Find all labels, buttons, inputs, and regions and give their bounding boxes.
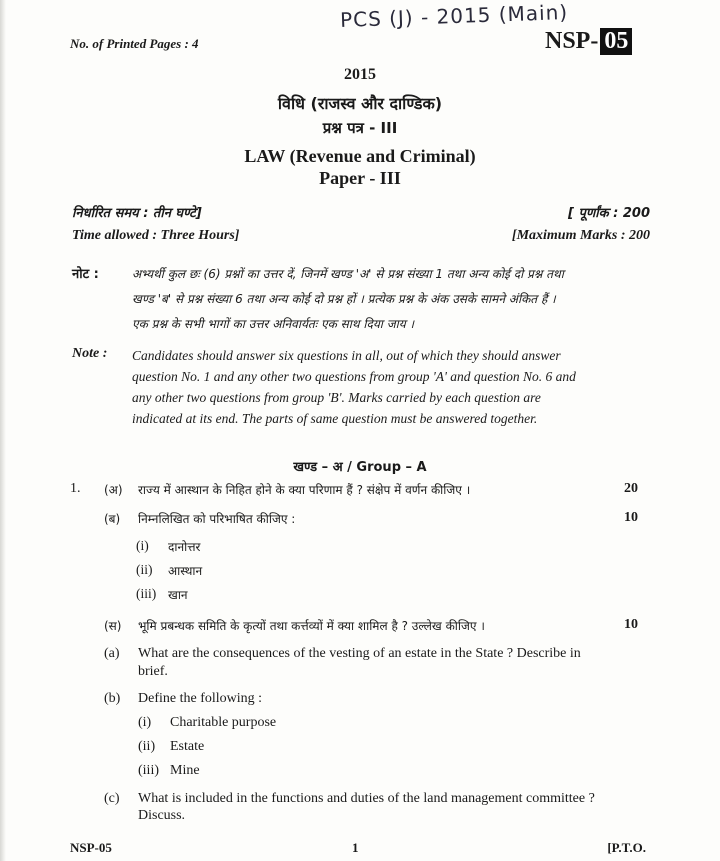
- sub-item-label: (i): [138, 715, 152, 730]
- footer-code: NSP-05: [70, 840, 112, 855]
- question-number: 1.: [70, 481, 81, 496]
- part-text: निम्नलिखित को परिभाषित कीजिए :: [138, 512, 296, 526]
- sub-item-text: खान: [168, 588, 188, 602]
- sub-item-label: (i): [136, 538, 149, 553]
- paper-code: [545, 28, 632, 55]
- note-english-line: any other two questions from group 'B'. Marks carried by each question are: [132, 390, 541, 405]
- paper-code-number: 05: [600, 28, 632, 55]
- part-text: What are the consequences of the vesting of an estate in the State ? Describe in: [138, 646, 581, 661]
- part-text-cont: brief.: [138, 664, 168, 679]
- part-text: Define the following :: [138, 691, 263, 706]
- part-text: राज्य में आस्थान के निहित होने के क्या परिणाम हैं ? संक्षेप में वर्णन कीजिए ।: [138, 483, 471, 497]
- marks-english: [Maximum Marks : 200: [511, 228, 650, 243]
- part-marks: 10: [624, 617, 638, 632]
- part-marks: 10: [624, 510, 638, 525]
- note-english-line: question No. 1 and any other two questions from group 'A' and question No. 6 and: [132, 369, 576, 384]
- handwritten-note: PCS (J) - 2015 (Main): [339, 0, 569, 32]
- part-label: (स): [104, 619, 122, 633]
- sub-item-label: (ii): [136, 562, 153, 577]
- part-text-cont: Discuss.: [138, 808, 186, 823]
- time-hindi: निर्धारित समय : तीन घण्टे]: [72, 206, 202, 221]
- note-hindi-line: खण्ड 'ब' से प्रश्न संख्या 6 तथा अन्य कोई दो प्रश्न हों । प्रत्येक प्रश्न के अंक उसके सामने अंकित हैं ।: [132, 292, 556, 306]
- sub-item-label: (iii): [136, 586, 157, 601]
- part-label: (a): [104, 646, 120, 661]
- sub-item-text: Estate: [170, 739, 205, 754]
- sub-item-text: आस्थान: [168, 564, 203, 578]
- page-number: 1: [352, 840, 359, 855]
- group-heading: खण्ड – अ / Group – A: [293, 460, 427, 475]
- time-english: Time allowed : Three Hours]: [72, 228, 240, 243]
- part-marks: 20: [624, 481, 638, 496]
- part-label: (c): [104, 791, 120, 806]
- subject-hindi: विधि (राजस्व और दाण्डिक): [277, 94, 443, 113]
- part-text: What is included in the functions and duties of the land management committee ?: [138, 791, 595, 806]
- pto-marker: [P.T.O.: [607, 840, 646, 855]
- note-english-line: indicated at its end. The parts of same question must be answered together.: [132, 411, 538, 426]
- part-text: भूमि प्रबन्धक समिति के कृत्यों तथा कर्त्तव्यों में क्या शामिल है ? उल्लेख कीजिए ।: [138, 619, 485, 633]
- paper-hindi: प्रश्न पत्र - III: [322, 119, 398, 137]
- sub-item-text: दानोत्तर: [168, 540, 201, 554]
- part-label: (b): [104, 691, 121, 706]
- subject-english: LAW (Revenue and Criminal): [244, 146, 476, 166]
- printed-pages: No. of Printed Pages : 4: [70, 36, 199, 51]
- part-label: (अ): [104, 483, 123, 497]
- marks-hindi: [ पूर्णांक : 200: [568, 206, 650, 221]
- note-hindi-line: अभ्यर्थी कुल छः (6) प्रश्नों का उत्तर दें, जिनमें खण्ड 'अ' से प्रश्न संख्या 1 तथा अन्य कोई दो प्रश्न तथा: [132, 267, 564, 281]
- note-hindi-label: नोट :: [72, 267, 99, 282]
- sub-item-text: Charitable purpose: [170, 715, 277, 730]
- note-english-line: Candidates should answer six questions in all, out of which they should answer: [132, 348, 561, 363]
- note-hindi-body: [132, 262, 652, 337]
- part-label: (ब): [104, 512, 121, 526]
- sub-item-label: (ii): [138, 739, 156, 754]
- paper-english: Paper - III: [319, 168, 401, 188]
- paper-code-prefix: NSP-: [545, 28, 599, 54]
- note-hindi-line: एक प्रश्न के सभी भागों का उत्तर अनिवार्यतः एक साथ दिया जाय ।: [132, 317, 415, 331]
- sub-item-label: (iii): [138, 763, 159, 778]
- note-english-label: Note :: [72, 346, 108, 361]
- sub-item-text: Mine: [170, 763, 200, 778]
- note-english-body: [132, 345, 637, 429]
- exam-year: 2015: [344, 66, 376, 83]
